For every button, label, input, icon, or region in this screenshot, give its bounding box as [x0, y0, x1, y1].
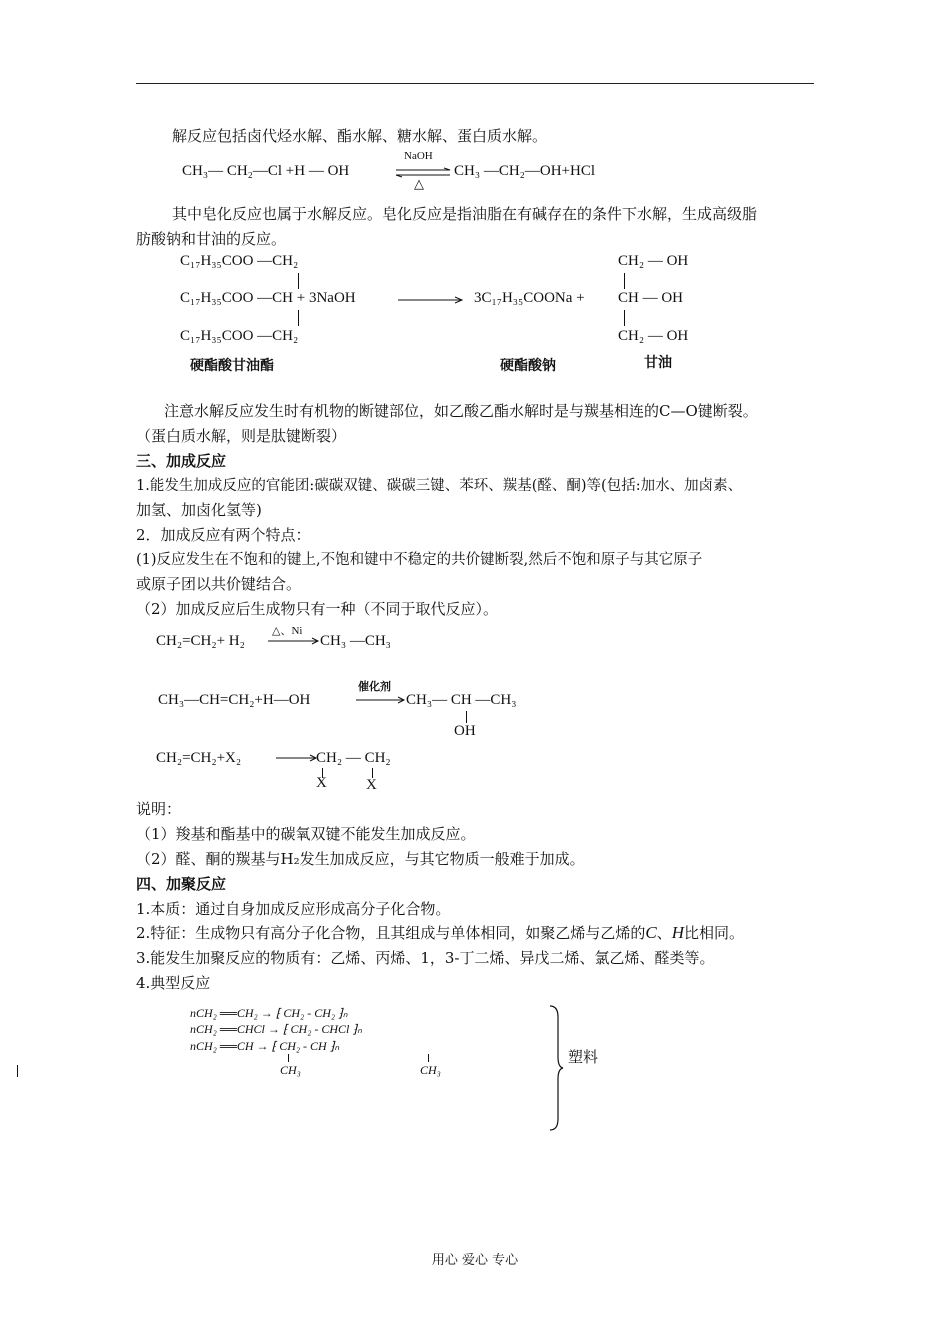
- addition-feature2: （2）加成反应后生成物只有一种（不同于取代反应）。: [136, 600, 499, 618]
- poly-bond-monomer: [288, 1054, 289, 1062]
- add1-reactants: CH₂=CH₂+ H₂: [156, 633, 245, 649]
- margin-mark: [17, 1065, 18, 1077]
- label-glycerol: 甘油: [644, 355, 672, 371]
- sap-glycerol-row1: CH₂ — OH: [618, 253, 689, 269]
- add2-reactants: CH₃—CH=CH₂+H—OH: [158, 692, 311, 708]
- poly-point2-separator: 、: [656, 924, 672, 942]
- addition-point1-line1: 1.能发生加成反应的官能团:碳碳双键、碳碳三键、苯环、羰基(醛、酮)等(包括:加水、加卤素、: [136, 478, 743, 494]
- add3-halogen-left: X: [316, 775, 327, 791]
- page-footer: 用心 爱心 专心: [431, 1253, 519, 1268]
- reaction-arrow-icon: [356, 696, 406, 704]
- poly-bond-polymer: [428, 1054, 429, 1062]
- add3-reactants: CH₂=CH₂+X₂: [156, 750, 242, 766]
- notes-label: 说明：: [136, 800, 182, 818]
- poly-reaction-ethylene: nCH₂ ══CH₂ → ⁅ CH₂ - CH₂ ⁆ₙ: [190, 1006, 348, 1020]
- sap-product-salt: 3C₁₇H₃₅COONa +: [474, 290, 585, 306]
- poly-point2-text: 2.特征：生成物只有高分子化合物，且其组成与单体相同，如聚乙烯与乙烯的: [136, 924, 646, 942]
- header-rule: [136, 83, 814, 84]
- section-title-polymerization: 四、加聚反应: [136, 875, 227, 893]
- sap-bond-lower: [298, 310, 299, 326]
- add2-bond: [466, 711, 467, 723]
- sap-glycerol-bond-upper: [624, 273, 625, 289]
- add2-product: CH₃— CH —CH₃: [406, 692, 517, 708]
- poly-point2: [136, 922, 744, 944]
- poly-point4: 4.典型反应: [136, 974, 211, 992]
- paragraph-saponification-line2: 肪酸钠和甘油的反应。: [136, 230, 287, 248]
- sap-glycerol-row2: CH — OH: [618, 290, 684, 306]
- note-carboxyl: （1）羧基和酯基中的碳氧双键不能发生加成反应。: [136, 825, 476, 843]
- poly-reaction-propene: nCH₂ ══CH → ⁅ CH₂ - CH ⁆ₙ: [190, 1039, 340, 1053]
- paragraph-bond-breaking: 注意水解反应发生时有机物的断键部位，如乙酸乙酯水解时是与羰基相连的C—O键断裂。: [164, 402, 758, 420]
- reaction-arrow-icon: [276, 754, 318, 762]
- sap-glycerol-row3: CH₂ — OH: [618, 328, 689, 344]
- paragraph-saponification-line1: 其中皂化反应也属于水解反应。皂化反应是指油脂在有碱存在的条件下水解，生成高级脂: [172, 205, 758, 223]
- eq1-heat-symbol: △: [414, 176, 424, 191]
- eq1-reactants: CH₃— CH₂—Cl +H — OH: [182, 163, 350, 179]
- poly-reaction-vinyl-chloride: nCH₂ ══CHCl → ⁅ CH₂ - CHCl ⁆ₙ: [190, 1022, 362, 1036]
- poly-point1: 1.本质：通过自身加成反应形成高分子化合物。: [136, 900, 451, 918]
- section-title-addition: 三、加成反应: [136, 452, 227, 470]
- addition-feature1-line1: (1)反应发生在不饱和的键上,不饱和键中不稳定的共价键断裂,然后不饱和原子与其它原子: [136, 552, 703, 568]
- sap-ester-row1: C₁₇H₃₅COO —CH₂: [180, 253, 299, 269]
- sap-ester-row2: C₁₇H₃₅COO —CH + 3NaOH: [180, 290, 356, 306]
- label-ester: 硬酯酸甘油酯: [190, 358, 274, 374]
- paragraph-hydrolysis-types: 解反应包括卤代烃水解、酯水解、糖水解、蛋白质水解。: [172, 127, 548, 145]
- symbol-carbon: C: [645, 923, 657, 942]
- poly-methyl-monomer: CH₃: [280, 1063, 301, 1077]
- sap-bond-upper: [298, 273, 299, 289]
- reaction-arrow-icon: [268, 637, 320, 645]
- add2-catalyst: 催化剂: [358, 681, 391, 693]
- addition-point2: 2．加成反应有两个特点：: [136, 526, 311, 544]
- add3-halogen-right: X: [366, 777, 377, 793]
- add2-hydroxyl: OH: [454, 723, 476, 739]
- add1-conditions: △、Ni: [272, 625, 303, 637]
- note-carbonyl: （2）醛、酮的羰基与H₂发生加成反应，与其它物质一般难于加成。: [136, 850, 585, 868]
- symbol-hydrogen: H: [671, 923, 684, 942]
- poly-point2-tail: 比相同。: [683, 924, 744, 942]
- eq1-products: CH₃ —CH₂—OH+HCl: [454, 163, 596, 179]
- paragraph-peptide-note: （蛋白质水解，则是肽键断裂）: [136, 427, 347, 445]
- poly-point3: 3.能发生加聚反应的物质有：乙烯、丙烯、1，3-丁二烯、异戊二烯、氯乙烯、醛类等。: [136, 949, 715, 967]
- add1-product: CH₃ —CH₃: [320, 633, 391, 649]
- add3-product: CH₂ — CH₂: [316, 750, 391, 766]
- reaction-arrow-icon: [398, 296, 464, 304]
- addition-point1-line2: 加氢、加卤化氢等): [136, 501, 262, 519]
- sap-glycerol-bond-lower: [624, 310, 625, 326]
- brace-label-plastics: 塑料: [568, 1048, 599, 1066]
- label-salt: 硬酯酸钠: [500, 358, 556, 374]
- poly-methyl-polymer: CH₃: [420, 1063, 441, 1077]
- addition-feature1-line2: 或原子团以共价键结合。: [136, 575, 302, 593]
- right-brace-icon: [548, 1005, 564, 1131]
- eq1-catalyst: NaOH: [404, 150, 433, 162]
- sap-ester-row3: C₁₇H₃₅COO —CH₂: [180, 328, 299, 344]
